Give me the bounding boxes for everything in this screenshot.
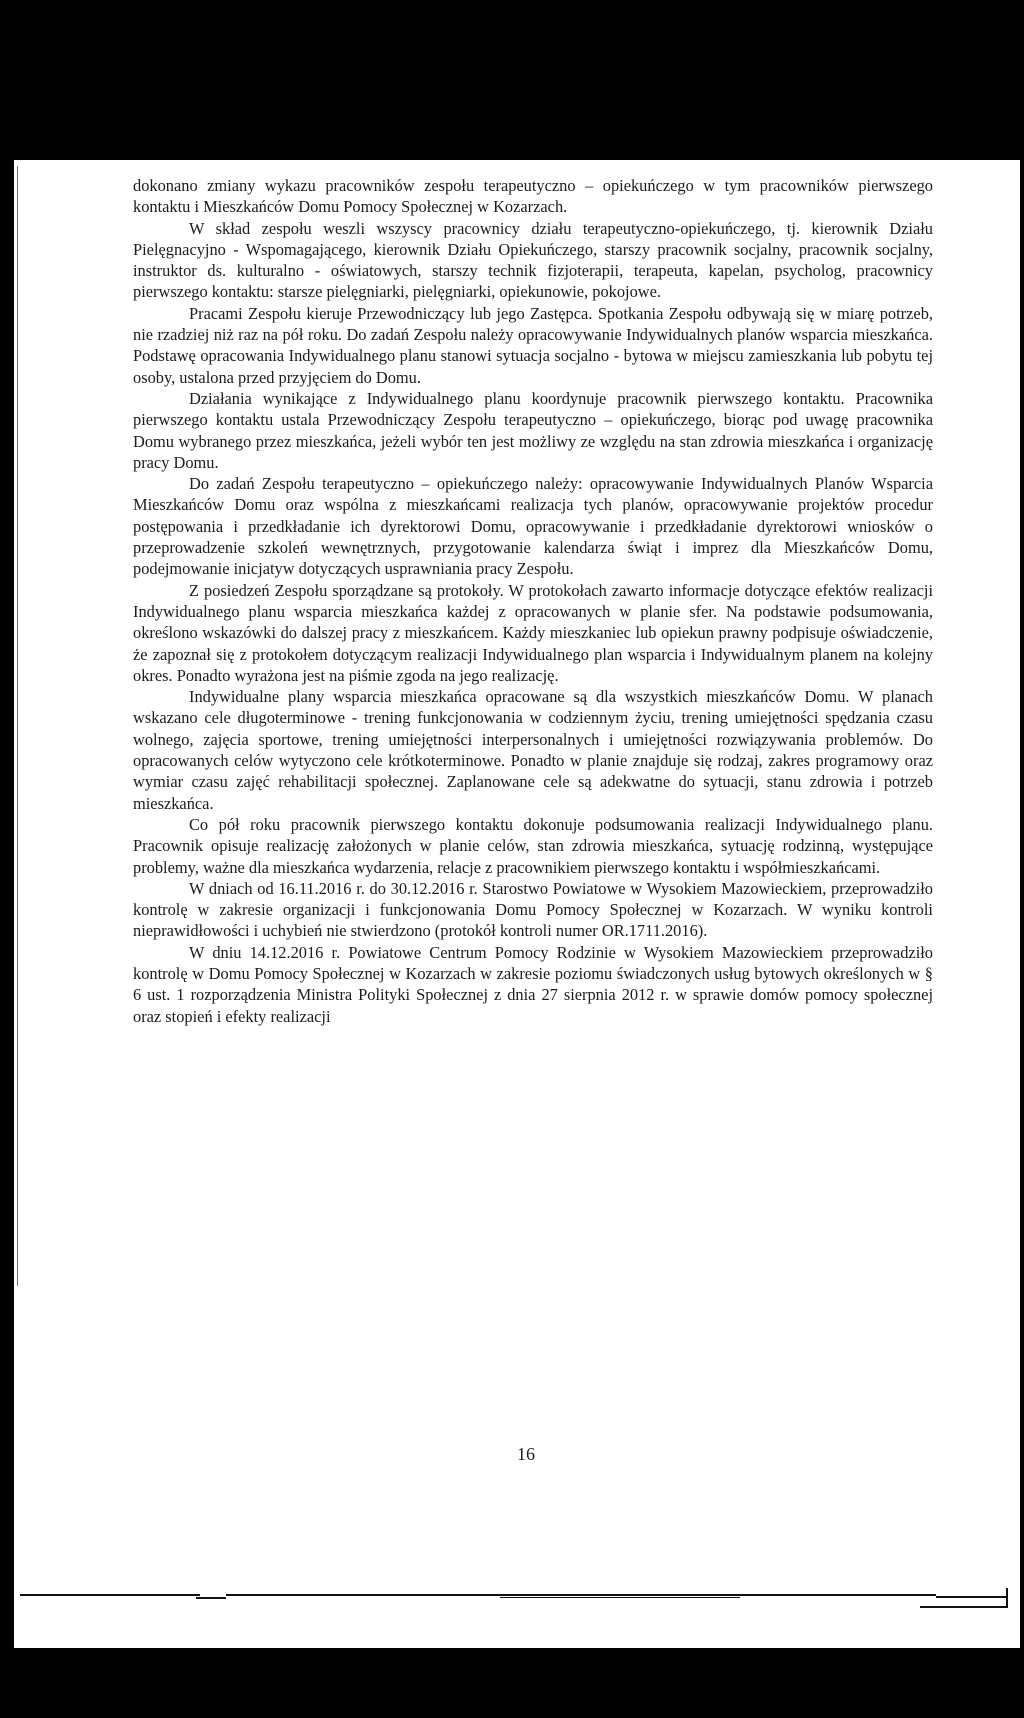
footer-rule-segment bbox=[226, 1594, 936, 1596]
paragraph-10: W dniu 14.12.2016 r. Powiatowe Centrum Pomocy Rodzinie w Wysokiem Mazowieckiem przeprowadziło kontrolę w Domu Pomocy Społecznej w Kozarzach w zakresie poziomu świadczonych usług bytowych określonych w § 6 ust. 1 rozporządzenia Ministra Polityki Społecznej z dnia 27 sierpnia 2012 r. w sprawie domów pomocy społecznej oraz stopień i efekty realizacji bbox=[133, 942, 933, 1026]
document-body bbox=[133, 175, 933, 1027]
paragraph-2: W skład zespołu weszli wszyscy pracownicy działu terapeutyczno-opiekuńczego, tj. kierownik Działu Pielęgnacyjno - Wspomagającego, kierownik Działu Opiekuńczego, starszy pracownik socjalny, pracownik socjalny, instruktor ds. kulturalno - oświatowych, starszy technik fizjoterapii, terapeuta, kapelan, psycholog, pracownicy pierwszego kontaktu: starsze pielęgniarki, pielęgniarki, opiekunowie, pokojowe. bbox=[133, 218, 933, 302]
paragraph-5: Do zadań Zespołu terapeutyczno – opiekuńczego należy: opracowywanie Indywidualnych Planów Wsparcia Mieszkańców Domu oraz wspólna z mieszkańcami realizacja tych planów, opracowywanie projektów procedur postępowania i przedkładanie ich dyrektorowi Domu, opracowywanie i przedkładanie dyrektorowi wniosków o przeprowadzenie szkoleń wewnętrznych, przygotowanie kalendarza świąt i imprez dla Mieszkańców Domu, podejmowanie inicjatyw dotyczących usprawniania pracy Zespołu. bbox=[133, 474, 933, 579]
left-margin-line bbox=[17, 166, 18, 1286]
paragraph-1: dokonano zmiany wykazu pracowników zespołu terapeutyczno – opiekuńczego w tym pracowników pierwszego kontaktu i Mieszkańców Domu Pomocy Społecznej w Kozarzach. bbox=[133, 176, 933, 217]
footer-rule-segment bbox=[20, 1594, 200, 1596]
footer-rule bbox=[20, 1588, 1014, 1614]
footer-rule-segment bbox=[920, 1606, 1008, 1608]
paragraph-6: Z posiedzeń Zespołu sporządzane są protokoły. W protokołach zawarto informacje dotyczące efektów realizacji Indywidualnego planu wsparcia mieszkańca każdej z opracowanych w planie sfer. Na podstawie podsumowania, określono wskazówki do dalszej pracy z mieszkańcem. Każdy mieszkaniec lub opiekun prawny podpisuje oświadczenie, że zapoznał się z protokołem dotyczącym realizacji Indywidualnego plan wsparcia i Indywidualnym planem na kolejny okres. Ponadto wyrażona jest na piśmie zgoda na jego realizację. bbox=[133, 580, 933, 685]
paragraph-8: Co pół roku pracownik pierwszego kontaktu dokonuje podsumowania realizacji Indywidualnego planu. Pracownik opisuje realizację założonych w planie celów, stan zdrowia mieszkańca, sytuację rodzinną, występujące problemy, ważne dla mieszkańca wydarzenia, relacje z pracownikiem pierwszego kontaktu i współmieszkańcami. bbox=[133, 814, 933, 877]
footer-rule-segment bbox=[1006, 1588, 1008, 1608]
paragraph-3: Pracami Zespołu kieruje Przewodniczący lub jego Zastępca. Spotkania Zespołu odbywają się w miarę potrzeb, nie rzadziej niż raz na pół roku. Do zadań Zespołu należy opracowywanie Indywidualnych planów wsparcia mieszkańca. Podstawę opracowania Indywidualnego planu stanowi sytuacja socjalno - bytowa w miejscu zamieszkania lub pobytu tej osoby, ustalona przed przyjęciem do Domu. bbox=[133, 303, 933, 387]
paragraph-7: Indywidualne plany wsparcia mieszkańca opracowane są dla wszystkich mieszkańców Domu. W planach wskazano cele długoterminowe - trening funkcjonowania w codziennym życiu, trening umiejętności spędzania czasu wolnego, zajęcia sportowe, trening umiejętności interpersonalnych i umiejętności rozwiązywania problemów. Do opracowanych celów wytyczono cele krótkoterminowe. Ponadto w planie znajduje się rodzaj, zakres programowy oraz wymiar czasu zajęć rehabilitacji społecznej. Zaplanowane cele są adekwatne do sytuacji, stanu zdrowia i potrzeb mieszkańca. bbox=[133, 687, 933, 813]
footer-rule-segment bbox=[196, 1597, 226, 1599]
document-page bbox=[14, 160, 1020, 1648]
footer-rule-segment bbox=[500, 1597, 740, 1598]
paragraph-4: Działania wynikające z Indywidualnego planu koordynuje pracownik pierwszego kontaktu. Pracownika pierwszego kontaktu ustala Przewodniczący Zespołu terapeutyczno – opiekuńczego, biorąc pod uwagę pracownika Domu wybranego przez mieszkańca, jeżeli wybór ten jest możliwy ze względu na stan zdrowia mieszkańca i organizację pracy Domu. bbox=[133, 388, 933, 472]
page-number: 16 bbox=[517, 1444, 535, 1464]
footer-rule-segment bbox=[936, 1596, 1008, 1598]
paragraph-9: W dniach od 16.11.2016 r. do 30.12.2016 r. Starostwo Powiatowe w Wysokiem Mazowieckiem, przeprowadziło kontrolę w zakresie organizacji i funkcjonowania Domu Pomocy Społecznej w Kozarzach. W wyniku kontroli nieprawidłowości i uchybień nie stwierdzono (protokół kontroli numer OR.1711.2016). bbox=[133, 878, 933, 941]
